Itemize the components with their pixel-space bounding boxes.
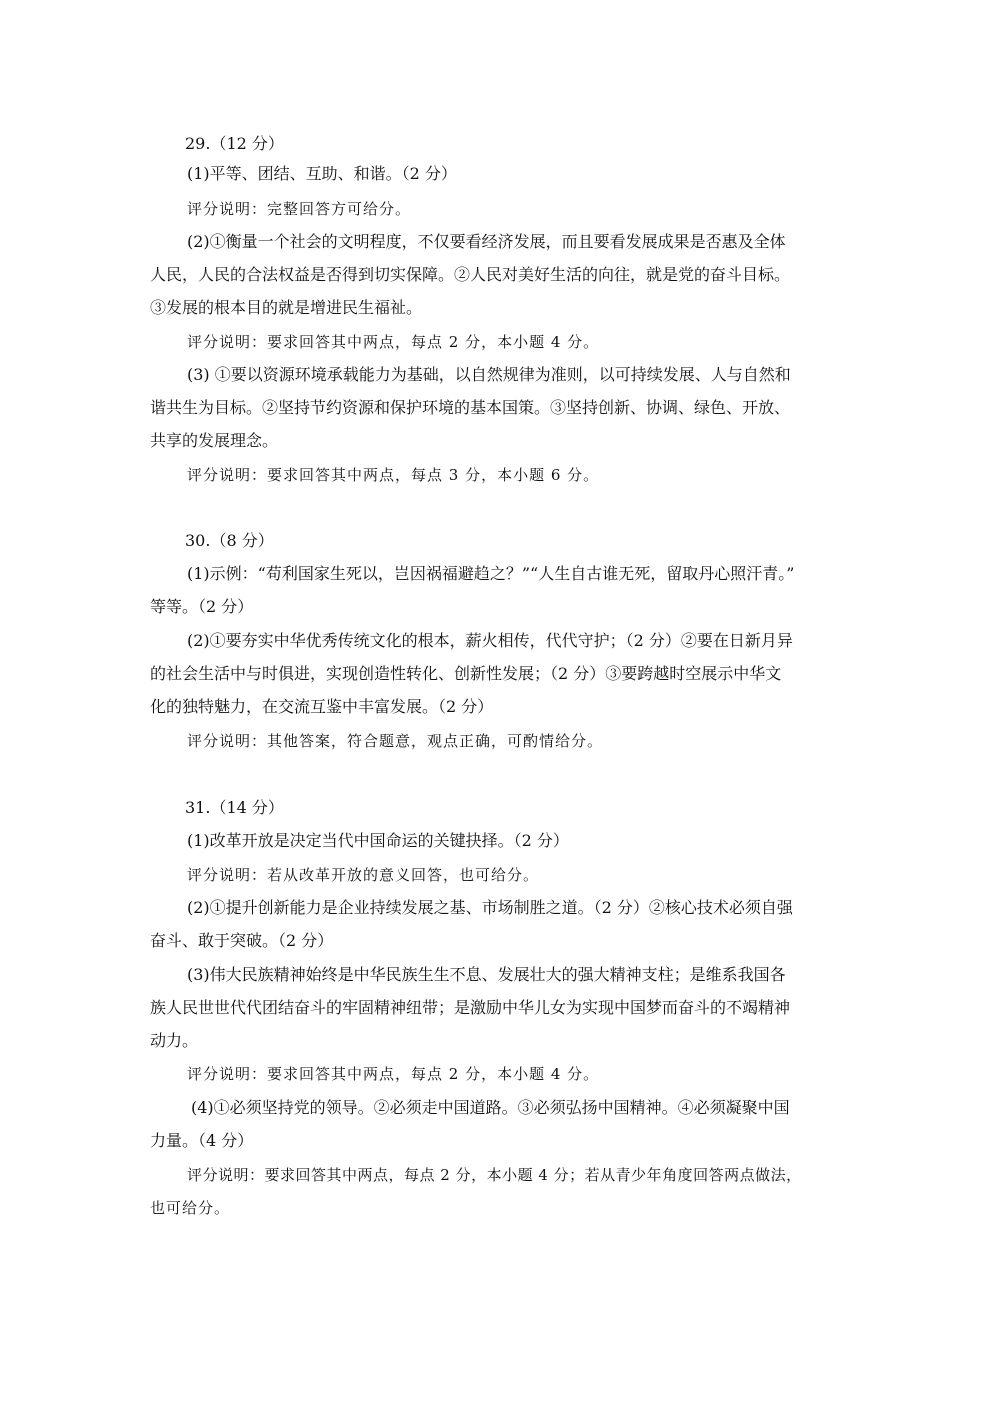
q30-header: 30.（8 分） bbox=[185, 531, 274, 550]
q31-scoring-note-3-line-1: 评分说明：要求回答其中两点，每点 2 分，本小题 4 分；若从青少年角度回答两点做法， bbox=[187, 1166, 802, 1184]
q31-answer-4-line-1: (4)①必须坚持党的领导。②必须走中国道路。③必须弘扬中国精神。④必须凝聚中国 bbox=[191, 1098, 790, 1117]
q31-scoring-note-3-line-2: 也可给分。 bbox=[150, 1199, 231, 1217]
q31-answer-1: (1)改革开放是决定当代中国命运的关键抉择。（2 分） bbox=[187, 831, 569, 850]
q30-answer-2-line-3: 化的独特魅力，在交流互鉴中丰富发展。（2 分） bbox=[150, 697, 494, 716]
q30-answer-2-line-2: 的社会生活中与时俱进，实现创造性转化、创新性发展；（2 分）③要跨越时空展示中华文 bbox=[150, 664, 782, 683]
q31-answer-4-line-2: 力量。（4 分） bbox=[150, 1131, 254, 1150]
q30-answer-1-line-2: 等等。（2 分） bbox=[150, 597, 254, 616]
q29-answer-2-line-2: 人民，人民的合法权益是否得到切实保障。②人民对美好生活的向往，就是党的奋斗目标。 bbox=[150, 265, 791, 284]
q31-answer-2-line-1: (2)①提升创新能力是企业持续发展之基、市场制胜之道。（2 分）②核心技术必须自强 bbox=[187, 898, 793, 917]
q31-header: 31.（14 分） bbox=[185, 798, 284, 817]
q31-scoring-note-1: 评分说明：若从改革开放的意义回答，也可给分。 bbox=[187, 866, 540, 884]
q29-answer-3-line-3: 共享的发展理念。 bbox=[150, 431, 279, 450]
q29-answer-3-line-2: 谐共生为目标。②坚持节约资源和保护环境的基本国策。③坚持创新、协调、绿色、开放、 bbox=[150, 398, 791, 417]
q29-scoring-note-2: 评分说明：要求回答其中两点，每点 2 分，本小题 4 分。 bbox=[187, 333, 600, 351]
q31-scoring-note-2: 评分说明：要求回答其中两点，每点 2 分，本小题 4 分。 bbox=[187, 1065, 600, 1083]
q30-answer-1-line-1: (1)示例：“苟利国家生死以，岂因祸福避趋之？”“人生自古谁无死，留取丹心照汗青。” bbox=[187, 564, 795, 583]
q29-answer-2-line-1: (2)①衡量一个社会的文明程度，不仅要看经济发展，而且要看发展成果是否惠及全体 bbox=[187, 232, 786, 251]
q29-scoring-note-1: 评分说明：完整回答方可给分。 bbox=[187, 200, 412, 218]
q29-answer-3-line-1: (3) ①要以资源环境承载能力为基础，以自然规律为准则，以可持续发展、人与自然和 bbox=[187, 365, 791, 384]
q29-header: 29.（12 分） bbox=[185, 134, 284, 153]
q29-answer-2-line-3: ③发展的根本目的就是增进民生福祉。 bbox=[150, 298, 423, 317]
q29-answer-1: (1)平等、团结、互助、和谐。（2 分） bbox=[187, 164, 457, 183]
q29-scoring-note-3: 评分说明：要求回答其中两点，每点 3 分，本小题 6 分。 bbox=[187, 466, 600, 484]
q31-answer-3-line-3: 动力。 bbox=[150, 1031, 199, 1050]
q30-answer-2-line-1: (2)①要夯实中华优秀传统文化的根本，薪火相传，代代守护；（2 分）②要在日新月异 bbox=[187, 631, 793, 650]
q31-answer-3-line-2: 族人民世世代代团结奋斗的牢固精神纽带；是激励中华儿女为实现中国梦而奋斗的不竭精神 bbox=[150, 998, 791, 1017]
q31-answer-3-line-1: (3)伟大民族精神始终是中华民族生生不息、发展壮大的强大精神支柱；是维系我国各 bbox=[187, 965, 786, 984]
q31-answer-2-line-2: 奋斗、敢于突破。（2 分） bbox=[150, 931, 334, 950]
q30-scoring-note-1: 评分说明：其他答案，符合题意，观点正确，可酌情给分。 bbox=[187, 732, 604, 750]
